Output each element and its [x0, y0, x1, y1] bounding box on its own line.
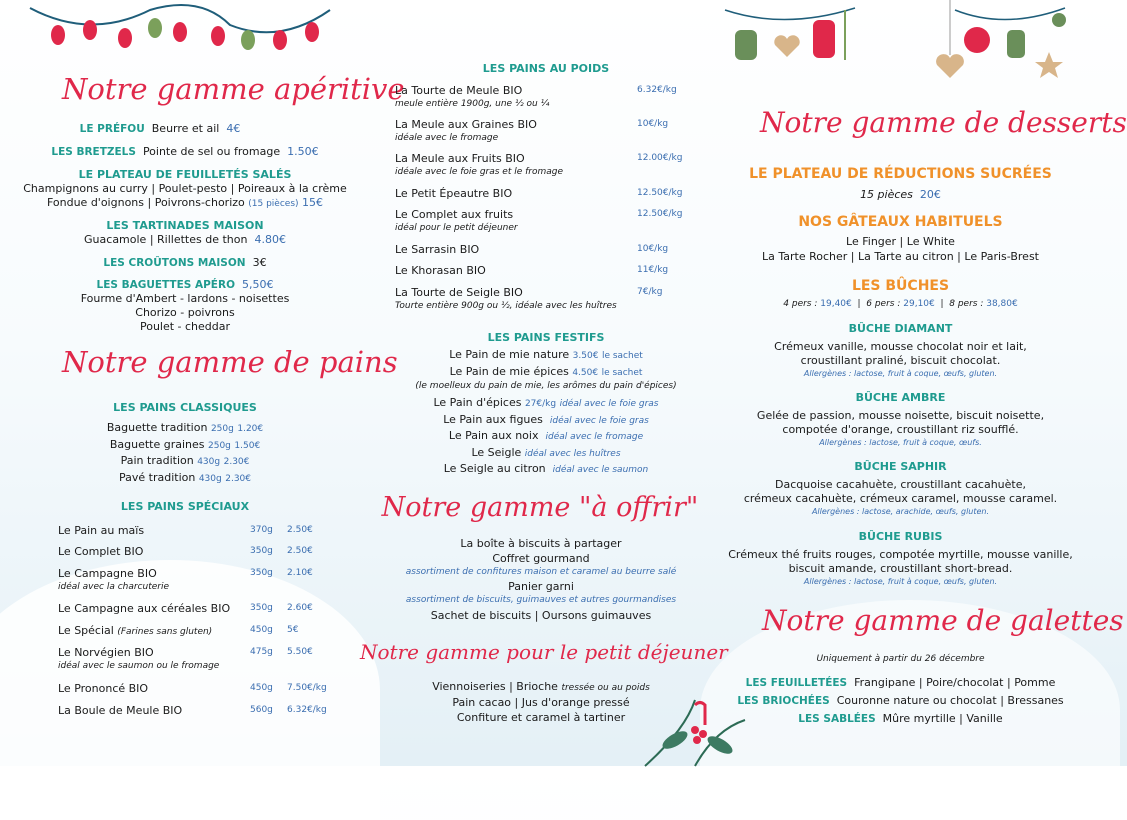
column-right	[722, 0, 1127, 766]
tartinades-price: 4.80€	[254, 233, 286, 246]
festif-note: (le moelleux du pain de mie, les arômes du pain d'épices)	[415, 381, 677, 391]
poids-name: La Tourte de Seigle BIO	[395, 286, 523, 299]
galettes-briochees	[722, 694, 1079, 707]
poids-name: La Meule aux Graines BIO	[395, 118, 537, 131]
poids-price: 10€/kg	[637, 119, 669, 129]
special-name-text: La Boule de Meule BIO	[58, 704, 183, 717]
special-name-text: Le Norvégien BIO	[58, 646, 154, 659]
special-price: 6.32€/kg	[287, 705, 327, 715]
special-name	[58, 567, 157, 580]
special-name	[58, 524, 144, 537]
baguettes-apero-l1: Fourme d'Ambert - lardons - noisettes	[80, 292, 290, 305]
poids-note: idéale avec le foie gras et le fromage	[395, 167, 564, 177]
poids-price: 10€/kg	[637, 244, 669, 254]
classique-name: Pain tradition	[120, 454, 194, 467]
special-extra: (Farines sans gluten)	[117, 627, 213, 637]
special-name	[58, 602, 230, 615]
special-price: 2.10€	[287, 568, 313, 578]
baguettes-apero-name: LES BAGUETTES APÉRO	[96, 279, 235, 291]
festif-row-1	[360, 348, 732, 361]
poids-note: idéal pour le petit déjeuner	[395, 223, 518, 233]
baguettes-apero-l3: Poulet - cheddar	[139, 320, 231, 333]
offrir-l5: assortiment de biscuits, guimauves et autres gourmandises	[405, 595, 677, 605]
special-price: 2.50€	[287, 546, 313, 556]
buche-name: BÛCHE RUBIS	[858, 530, 943, 543]
poids-note: Tourte entière 900g ou ½, idéale avec les huîtres	[395, 301, 617, 311]
prefou-desc: Beurre et ail	[151, 122, 220, 135]
galettes-s-desc: Mûre myrtille | Vanille	[882, 712, 1003, 725]
poids-price: 7€/kg	[637, 287, 663, 297]
plateau-sale-line1: Champignons au curry | Poulet-pesto | Poireaux à la crème	[23, 182, 347, 195]
buche-allergenes: Allergènes : lactose, arachide, œufs, gluten.	[811, 507, 990, 516]
plateau-sucre-row	[722, 188, 1079, 201]
festif-price: 4.50€	[572, 368, 599, 378]
tartinades-desc: Guacamole | Rillettes de thon	[84, 233, 248, 246]
croutons-name: LES CROÛTONS MAISON	[103, 257, 246, 269]
special-weight: 475g	[250, 647, 273, 657]
special-price: 5€	[287, 625, 299, 635]
gateaux-name: NOS GÂTEAUX HABITUELS	[798, 214, 1003, 230]
offrir-l2: Coffret gourmand	[492, 552, 590, 565]
buche-desc: biscuit amande, croustillant short-bread.	[788, 562, 1013, 575]
galettes-s-name: LES SABLÉES	[798, 713, 876, 725]
festif-unit: le sachet	[601, 368, 643, 378]
special-price: 7.50€/kg	[287, 683, 327, 693]
offrir-l6: Sachet de biscuits | Oursons guimauves	[430, 609, 652, 622]
plateau-sale-name: LE PLATEAU DE FEUILLETÉS SALÉS	[78, 168, 292, 181]
classique-row	[0, 454, 370, 467]
petitdej-l3: Confiture et caramel à tartiner	[456, 711, 626, 724]
classique-weight: 430g	[197, 457, 221, 467]
desserts-title: Notre gamme de desserts	[760, 106, 1127, 139]
festif-row-6	[360, 446, 732, 459]
plateau-sale-line2: Fondue d'oignons | Poivrons-chorizo	[46, 196, 245, 209]
special-weight: 370g	[250, 525, 273, 535]
special-name-text: Le Campagne BIO	[58, 567, 157, 580]
special-name	[58, 646, 154, 659]
column-middle	[360, 0, 728, 766]
buche-allergenes: Allergènes : lactose, fruit à coque, œufs, gluten.	[803, 577, 998, 586]
poids-note: idéale avec le fromage	[395, 133, 499, 143]
poids-name: La Tourte de Meule BIO	[395, 84, 523, 97]
buches-name: LES BÛCHES	[851, 278, 950, 294]
special-note: idéal avec la charcuterie	[58, 582, 170, 592]
festif-name: Le Pain de mie nature	[449, 348, 570, 361]
prefou-price: 4€	[226, 122, 241, 135]
special-name	[58, 704, 182, 717]
special-name-text: Le Pain au maïs	[58, 524, 145, 537]
special-weight: 350g	[250, 603, 273, 613]
buche-desc: croustillant praliné, biscuit chocolat.	[800, 354, 1001, 367]
festif-name: Le Pain aux figues	[443, 413, 543, 426]
offrir-l4: Panier garni	[508, 580, 574, 593]
tartinades-name: LES TARTINADES MAISON	[106, 219, 264, 232]
buche-desc: compotée d'orange, croustillant riz soufflé.	[782, 423, 1019, 436]
aperitive-title: Notre gamme apéritive	[62, 72, 405, 106]
buche-name: BÛCHE DIAMANT	[848, 322, 953, 335]
festif-name: Le Seigle	[471, 446, 522, 459]
classique-name: Baguette graines	[109, 438, 205, 451]
special-price: 2.60€	[287, 603, 313, 613]
special-name-text: Le Complet BIO	[58, 545, 144, 558]
buche-name: BÛCHE AMBRE	[855, 391, 946, 404]
baguettes-apero-row	[0, 278, 370, 291]
galettes-b-name: LES BRIOCHÉES	[737, 695, 830, 707]
bretzels-desc: Pointe de sel ou fromage	[142, 145, 281, 158]
plateau-sucre-price: 20€	[919, 188, 941, 201]
poids-price: 11€/kg	[637, 265, 669, 275]
buche-size: 6 pers :	[866, 299, 901, 309]
poids-price: 12.50€/kg	[637, 188, 683, 198]
classique-price: 1.20€	[237, 424, 264, 434]
poids-name: Le Complet aux fruits	[395, 208, 514, 221]
poids-price: 12.50€/kg	[637, 209, 683, 219]
buche-allergenes: Allergènes : lactose, fruit à coque, œufs, gluten.	[803, 369, 998, 378]
offrir-l1: La boîte à biscuits à partager	[460, 537, 622, 550]
petitdej-l1-note: tressée ou au poids	[561, 683, 650, 693]
festif-price: 3.50€	[572, 351, 599, 361]
festif-row-2	[360, 365, 732, 378]
bretzels-price: 1.50€	[287, 145, 319, 158]
plateau-sale-price: 15€	[302, 196, 324, 209]
pains-speciaux-title: LES PAINS SPÉCIAUX	[120, 500, 250, 513]
poids-name: Le Petit Épeautre BIO	[395, 187, 513, 200]
baguettes-apero-l2: Chorizo - poivrons	[135, 306, 235, 319]
festif-unit: le sachet	[601, 351, 643, 361]
festif-row-4	[360, 413, 732, 426]
classique-row	[0, 438, 370, 451]
classique-name: Baguette tradition	[106, 421, 208, 434]
tartinades-row	[0, 233, 370, 246]
galettes-sub: Uniquement à partir du 26 décembre	[816, 654, 985, 664]
buche-size: 8 pers :	[949, 299, 984, 309]
pains-title: Notre gamme de pains	[62, 345, 398, 379]
prefou-name: LE PRÉFOU	[79, 123, 145, 135]
galettes-f-desc: Frangipane | Poire/chocolat | Pomme	[854, 676, 1056, 689]
poids-name: Le Sarrasin BIO	[395, 243, 480, 256]
festif-name: Le Pain aux noix	[448, 429, 539, 442]
petitdej-title: Notre gamme pour le petit déjeuner	[360, 640, 728, 664]
special-weight: 560g	[250, 705, 273, 715]
buche-desc: Dacquoise cacahuète, croustillant cacahuète,	[775, 478, 1026, 491]
buche-desc: Gelée de passion, mousse noisette, biscuit noisette,	[756, 409, 1045, 422]
special-weight: 350g	[250, 546, 273, 556]
bretzels-name: LES BRETZELS	[51, 146, 136, 158]
buche-desc: Crémeux thé fruits rouges, compotée myrtille, mousse vanille,	[728, 548, 1073, 561]
croutons-row	[0, 256, 370, 269]
galettes-f-name: LES FEUILLETÉES	[745, 677, 848, 689]
buches-prices: 4 pers : 19,40€ | 6 pers : 29,10€ | 8 pers : 38,80€	[783, 299, 1018, 309]
special-price: 5.50€	[287, 647, 313, 657]
column-left	[0, 0, 405, 766]
festif-pairing: idéal avec le saumon	[552, 465, 649, 475]
special-note: idéal avec le saumon ou le fromage	[58, 661, 220, 671]
buche-desc: Crémeux vanille, mousse chocolat noir et lait,	[774, 340, 1027, 353]
gateaux-l1: Le Finger | Le White	[846, 235, 955, 248]
special-name-text: Le Prononcé BIO	[58, 682, 149, 695]
festif-pairing: idéal avec le fromage	[545, 432, 644, 442]
special-name-text: Le Spécial	[58, 624, 114, 637]
galettes-sablees	[722, 712, 1079, 725]
poids-price: 12.00€/kg	[637, 153, 683, 163]
petitdej-l2: Pain cacao | Jus d'orange pressé	[452, 696, 630, 709]
poids-note: meule entière 1900g, une ½ ou ¼	[395, 99, 550, 109]
special-price: 2.50€	[287, 525, 313, 535]
classique-row	[0, 421, 370, 434]
galettes-b-desc: Couronne nature ou chocolat | Bressanes	[836, 694, 1064, 707]
poids-price: 6.32€/kg	[637, 85, 677, 95]
baguettes-apero-price: 5,50€	[242, 278, 274, 291]
buche-name: BÛCHE SAPHIR	[854, 460, 947, 473]
croutons-price: 3€	[252, 256, 267, 269]
bretzels-row	[0, 145, 370, 158]
poids-name: Le Khorasan BIO	[395, 264, 486, 277]
offrir-l3: assortiment de confitures maison et caramel au beurre salé	[405, 567, 677, 577]
festif-pairing: idéal avec le foie gras	[559, 399, 659, 409]
gateaux-l2: La Tarte Rocher | La Tarte au citron | Le Paris-Brest	[761, 250, 1039, 263]
festif-row-3	[360, 396, 732, 409]
pains-poids-title: LES PAINS AU POIDS	[482, 62, 610, 75]
galettes-title: Notre gamme de galettes	[762, 604, 1124, 637]
festif-name: Le Pain d'épices	[433, 396, 522, 409]
special-name-text: Le Campagne aux céréales BIO	[58, 602, 231, 615]
poids-name: La Meule aux Fruits BIO	[395, 152, 525, 165]
classique-weight: 430g	[198, 474, 222, 484]
classique-price: 2.30€	[225, 474, 251, 484]
buche-price: 38,80€	[986, 299, 1018, 309]
classique-weight: 250g	[210, 424, 234, 434]
classique-weight: 250g	[208, 441, 231, 451]
petitdej-l1	[360, 680, 722, 693]
pains-festifs-title: LES PAINS FESTIFS	[487, 331, 605, 344]
buche-price: 19,40€	[820, 299, 852, 309]
plateau-sale-line2-row	[0, 196, 370, 209]
festif-row-7	[360, 462, 732, 475]
classique-row	[0, 471, 370, 484]
galettes-feuilletees	[722, 676, 1079, 689]
plateau-sucre-name: LE PLATEAU DE RÉDUCTIONS SUCRÉES	[749, 166, 1052, 182]
petitdej-l1-main: Viennoiseries | Brioche	[432, 680, 558, 693]
classique-price: 1.50€	[234, 441, 261, 451]
prefou-row	[0, 122, 320, 135]
special-weight: 450g	[250, 625, 273, 635]
buche-price: 29,10€	[903, 299, 935, 309]
special-name	[58, 624, 212, 637]
classique-price: 2.30€	[223, 457, 250, 467]
plateau-sucre-pieces: 15 pièces	[860, 188, 913, 201]
special-weight: 450g	[250, 683, 273, 693]
classique-name: Pavé tradition	[118, 471, 196, 484]
buche-size: 4 pers :	[783, 299, 818, 309]
special-name	[58, 545, 143, 558]
festif-price: 27€/kg	[524, 399, 557, 409]
festif-pairing: idéal avec le foie gras	[549, 416, 649, 426]
festif-row-5	[360, 429, 732, 442]
offrir-title: Notre gamme "à offrir"	[381, 492, 699, 523]
festif-name: Le Seigle au citron	[443, 462, 546, 475]
special-weight: 350g	[250, 568, 273, 578]
special-name	[58, 682, 148, 695]
buche-allergenes: Allergènes : lactose, fruit à coque, œufs.	[819, 438, 982, 447]
festif-pairing: idéal avec les huîtres	[524, 449, 621, 459]
festif-name: Le Pain de mie épices	[449, 365, 569, 378]
buche-desc: crémeux cacahuète, crémeux caramel, mousse caramel.	[743, 492, 1058, 505]
plateau-sale-pieces: (15 pièces)	[248, 199, 299, 209]
pains-classiques-title: LES PAINS CLASSIQUES	[113, 401, 257, 414]
